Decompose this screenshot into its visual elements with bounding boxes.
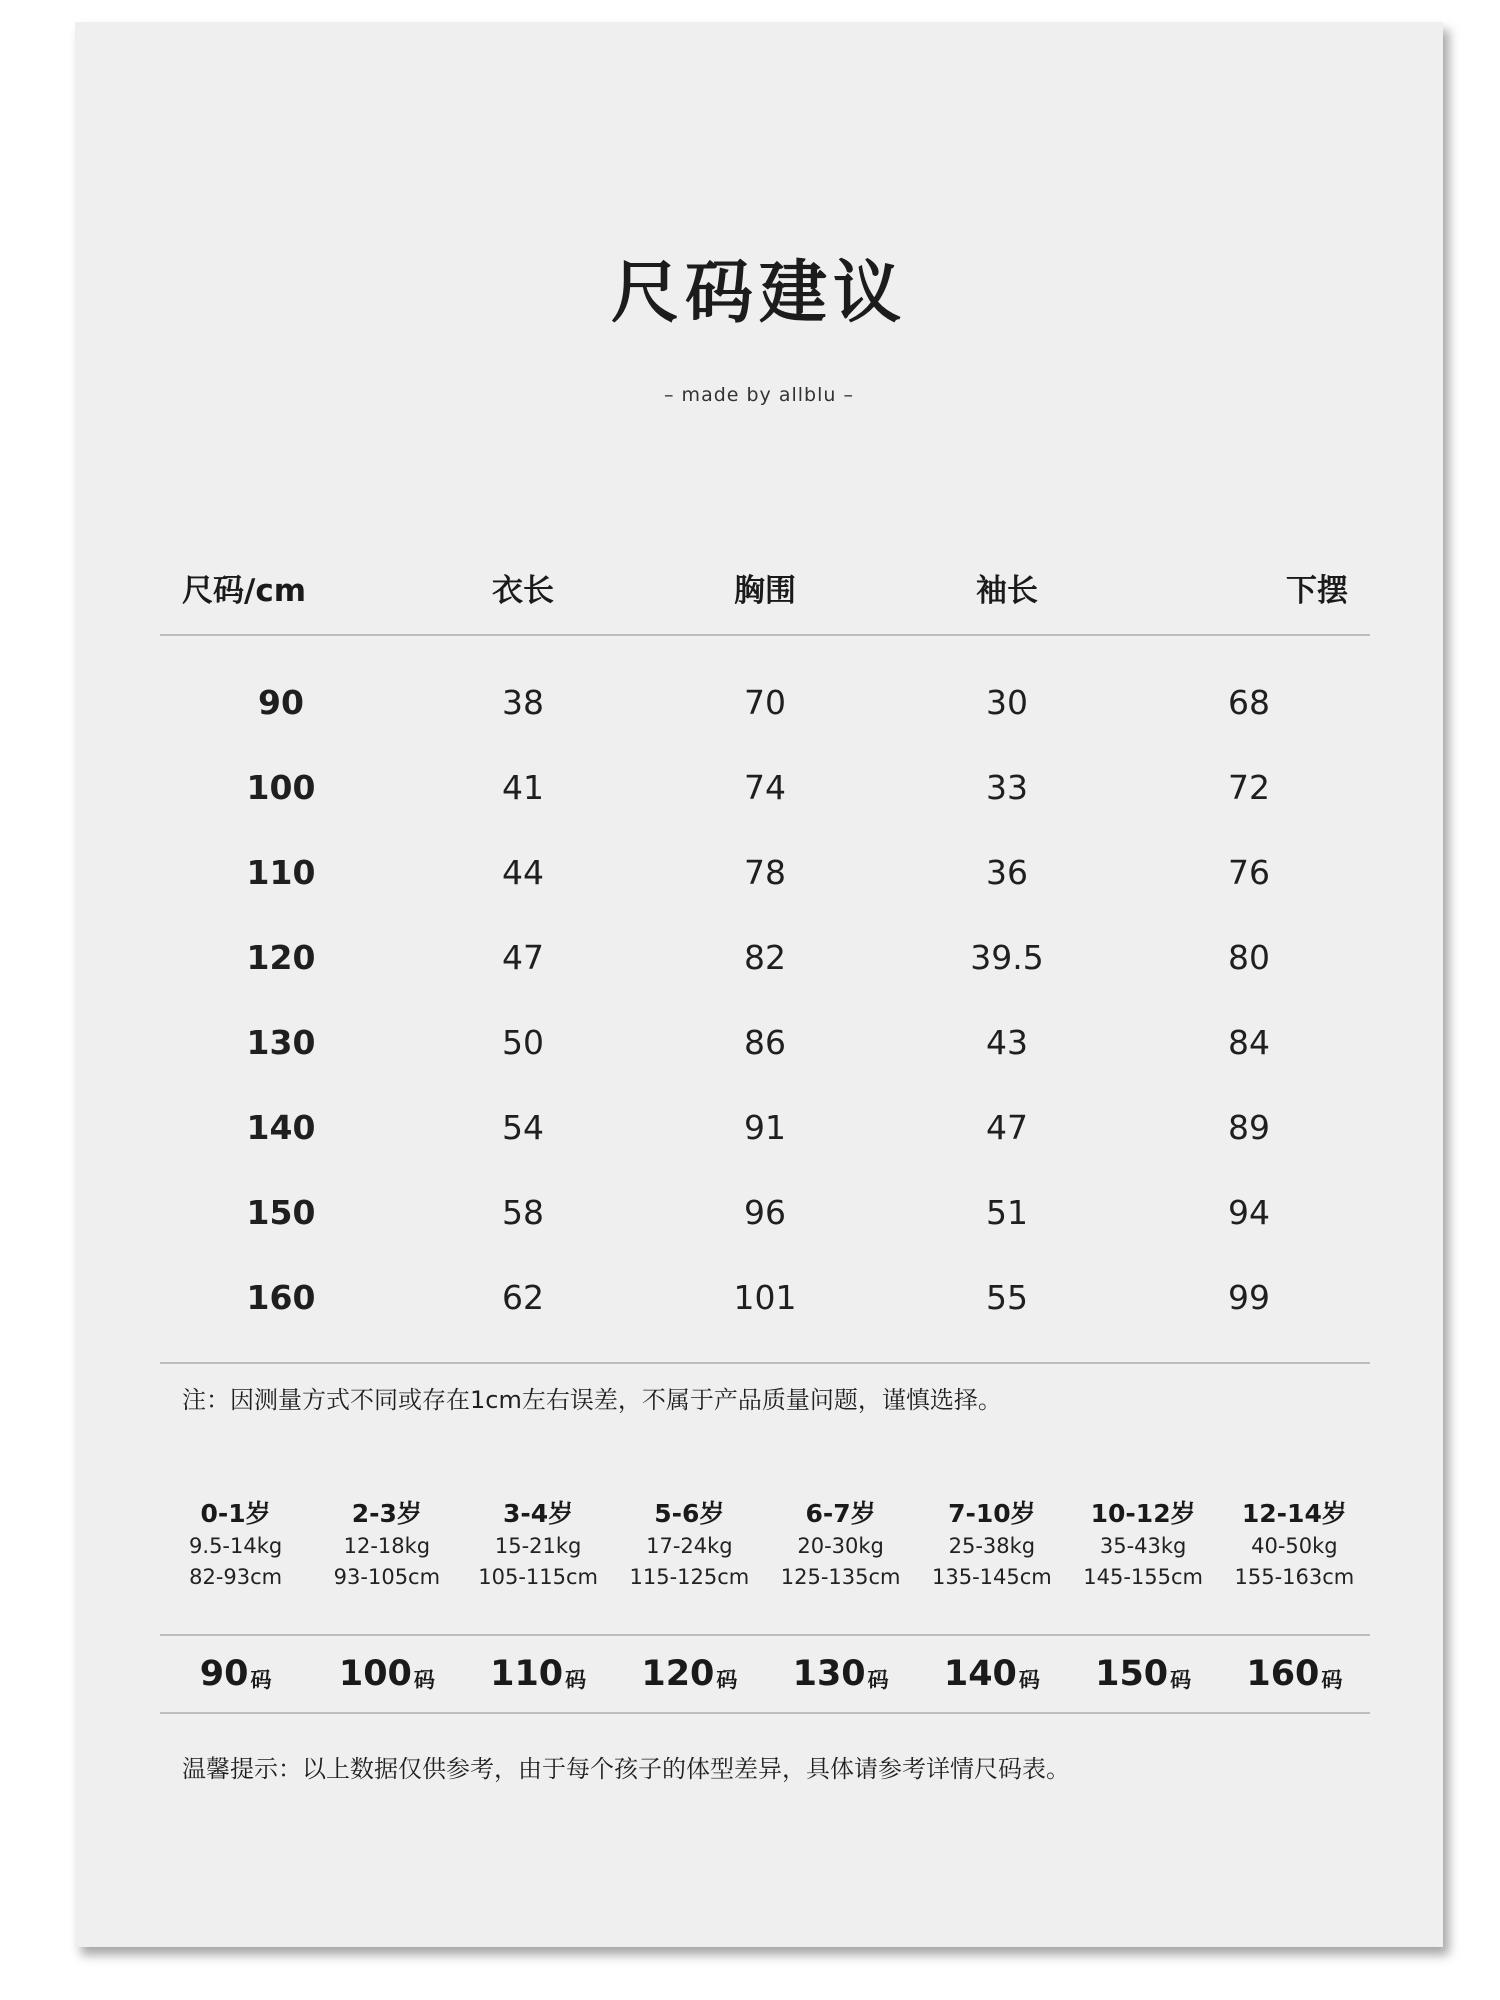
length-cell: 50 [502, 1023, 544, 1062]
size-code [1219, 1636, 1370, 1712]
sleeve-cell: 55 [986, 1278, 1028, 1317]
length-cell: 54 [502, 1108, 544, 1147]
column-header-chest: 胸围 [644, 540, 886, 635]
table-row [160, 1170, 1370, 1255]
size-code [311, 1636, 462, 1712]
age-label: 3-4岁 [503, 1499, 574, 1528]
age-guide-grid [160, 1497, 1370, 1593]
size-cell: 140 [246, 1108, 316, 1147]
weight-range: 9.5-14kg [189, 1534, 283, 1558]
age-label: 5-6岁 [654, 1499, 725, 1528]
length-cell: 62 [502, 1278, 544, 1317]
age-guide-item [1068, 1497, 1219, 1593]
sleeve-cell: 36 [986, 853, 1028, 892]
size-code-unit: 码 [250, 1668, 272, 1692]
age-guide-item [160, 1497, 311, 1593]
column-header-sleeve: 袖长 [886, 540, 1128, 635]
size-code-unit: 码 [867, 1668, 889, 1692]
size-cell: 150 [246, 1193, 316, 1232]
length-cell: 47 [502, 938, 544, 977]
chest-cell: 86 [744, 1023, 786, 1062]
sleeve-cell: 39.5 [970, 938, 1044, 977]
size-code-unit: 码 [1170, 1668, 1192, 1692]
length-cell: 38 [502, 683, 544, 722]
age-guide-item [463, 1497, 614, 1593]
size-cell: 110 [246, 853, 316, 892]
height-range: 135-145cm [932, 1565, 1052, 1589]
length-cell: 58 [502, 1193, 544, 1232]
size-code-unit: 码 [565, 1668, 587, 1692]
length-cell: 41 [502, 768, 544, 807]
chest-cell: 96 [744, 1193, 786, 1232]
size-code [463, 1636, 614, 1712]
size-code-row [160, 1636, 1370, 1714]
column-header-length: 衣长 [402, 540, 644, 635]
chest-cell: 74 [744, 768, 786, 807]
hem-cell: 94 [1228, 1193, 1270, 1232]
age-label: 10-12岁 [1090, 1499, 1196, 1528]
table-row [160, 915, 1370, 1000]
size-code-unit: 码 [716, 1668, 738, 1692]
weight-range: 40-50kg [1251, 1534, 1338, 1558]
column-header-size: 尺码/cm [160, 540, 402, 635]
chest-cell: 101 [733, 1278, 797, 1317]
weight-range: 12-18kg [343, 1534, 431, 1558]
size-code-number: 100 [338, 1654, 412, 1694]
age-label: 7-10岁 [948, 1499, 1036, 1528]
size-code [160, 1636, 311, 1712]
size-guide-card [75, 22, 1443, 1947]
size-code-number: 140 [943, 1654, 1017, 1694]
age-guide-item [916, 1497, 1067, 1593]
height-range: 145-155cm [1083, 1565, 1203, 1589]
size-code [765, 1636, 916, 1712]
height-range: 125-135cm [780, 1565, 901, 1589]
measurement-note: 注：因测量方式不同或存在1cm左右误差，不属于产品质量问题，谨慎选择。 [182, 1386, 1002, 1414]
table-row [160, 1000, 1370, 1085]
size-chart-table [160, 540, 1370, 1364]
size-code-number: 160 [1246, 1654, 1320, 1694]
sleeve-cell: 30 [986, 683, 1028, 722]
table-bottom-rule [160, 1340, 1370, 1363]
table-bottom-rule-cell [160, 1340, 1370, 1363]
weight-range: 35-43kg [1099, 1534, 1187, 1558]
hem-cell: 84 [1228, 1023, 1270, 1062]
table-row [160, 830, 1370, 915]
size-cell: 90 [258, 683, 304, 722]
height-range: 105-115cm [478, 1565, 598, 1589]
age-label: 12-14岁 [1241, 1499, 1347, 1528]
chest-cell: 78 [744, 853, 786, 892]
size-code [916, 1636, 1067, 1712]
age-guide-item [1219, 1497, 1370, 1593]
length-cell: 44 [502, 853, 544, 892]
sleeve-cell: 43 [986, 1023, 1028, 1062]
age-label: 6-7岁 [805, 1499, 876, 1528]
size-code-number: 90 [199, 1654, 249, 1694]
height-range: 115-125cm [629, 1565, 750, 1589]
height-range: 82-93cm [189, 1565, 283, 1589]
size-code [1068, 1636, 1219, 1712]
chest-cell: 91 [744, 1108, 786, 1147]
height-range: 155-163cm [1234, 1565, 1355, 1589]
chest-cell: 70 [744, 683, 786, 722]
hem-cell: 72 [1228, 768, 1270, 807]
weight-range: 15-21kg [494, 1534, 582, 1558]
size-code-number: 120 [641, 1654, 715, 1694]
age-label: 0-1岁 [200, 1499, 271, 1528]
sleeve-cell: 51 [986, 1193, 1028, 1232]
hem-cell: 68 [1228, 683, 1270, 722]
size-code-unit: 码 [413, 1668, 435, 1692]
size-cell: 120 [246, 938, 316, 977]
weight-range: 25-38kg [948, 1534, 1036, 1558]
sleeve-cell: 33 [986, 768, 1028, 807]
size-code-number: 110 [490, 1654, 564, 1694]
age-guide-item [311, 1497, 462, 1593]
size-cell: 100 [246, 768, 316, 807]
reminder-tip: 温馨提示：以上数据仅供参考，由于每个孩子的体型差异，具体请参考详情尺码表。 [182, 1755, 1070, 1783]
age-guide-item [614, 1497, 765, 1593]
age-label: 2-3岁 [351, 1499, 422, 1528]
sleeve-cell: 47 [986, 1108, 1028, 1147]
height-range: 93-105cm [333, 1565, 441, 1589]
size-cell: 130 [246, 1023, 316, 1062]
table-header-row [160, 540, 1370, 635]
hem-cell: 76 [1228, 853, 1270, 892]
table-row [160, 745, 1370, 830]
size-code-number: 150 [1095, 1654, 1169, 1694]
size-code [614, 1636, 765, 1712]
age-guide-item [765, 1497, 916, 1593]
page-title: 尺码建议 [610, 254, 907, 333]
column-header-hem: 下摆 [1128, 540, 1370, 635]
hem-cell: 80 [1228, 938, 1270, 977]
table-row [160, 1085, 1370, 1170]
chest-cell: 82 [744, 938, 786, 977]
size-code-number: 130 [792, 1654, 866, 1694]
weight-range: 17-24kg [646, 1534, 733, 1558]
size-cell: 160 [246, 1278, 316, 1317]
brand-subtitle: – made by allblu – [664, 384, 854, 406]
table-row [160, 1255, 1370, 1340]
hem-cell: 89 [1228, 1108, 1270, 1147]
table-row [160, 635, 1370, 745]
hem-cell: 99 [1228, 1278, 1270, 1317]
weight-range: 20-30kg [797, 1534, 884, 1558]
size-code-unit: 码 [1321, 1668, 1343, 1692]
size-code-unit: 码 [1018, 1668, 1040, 1692]
